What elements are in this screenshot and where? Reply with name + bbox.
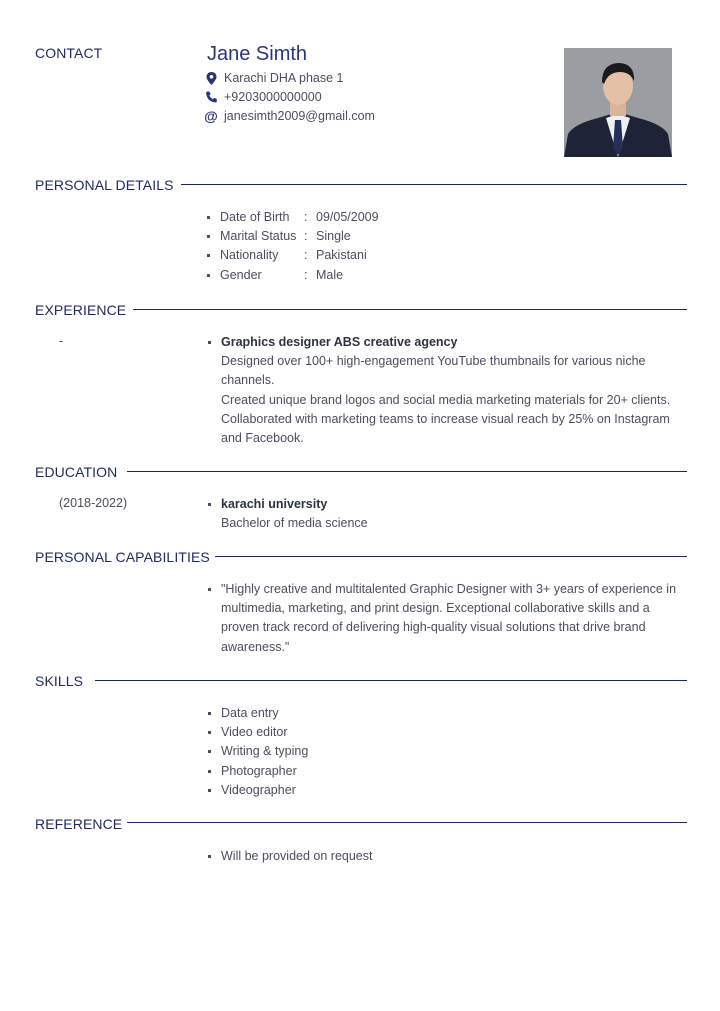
contact-email [204,109,375,123]
reference-item: Will be provided on request [207,847,372,866]
skill-item: Videographer [207,781,308,800]
experience-heading: EXPERIENCE [35,302,127,318]
skills-list [207,704,308,800]
contact-phone [204,90,322,104]
contact-heading: CONTACT [35,45,103,61]
experience-item [207,333,687,448]
detail-date-of-birth: Date of Birth : 09/05/2009 [206,208,379,227]
section-divider [215,556,687,557]
capabilities-heading: PERSONAL CAPABILITIES [35,549,210,565]
skill-item: Video editor [207,723,308,742]
experience-period: - [59,334,64,348]
capabilities-item: "Highly creative and multitalented Graphic Designer with 3+ years of experience in multimedia, marketing, and print design. Exceptional collaborative skills and a proven track record of delivering high-quality visual solutions that drive brand awareness." [207,580,685,657]
location-pin-icon [204,71,218,85]
detail-gender: Gender : Male [206,266,379,285]
skill-item: Writing & typing [207,742,308,761]
skill-item: Data entry [207,704,308,723]
education-item [207,495,687,533]
institution-name: karachi university [221,497,328,511]
section-divider [127,822,687,823]
detail-marital-status: Marital Status : Single [206,227,379,246]
skill-item: Photographer [207,762,308,781]
section-divider [181,184,687,185]
candidate-name: Jane Simth [207,43,308,65]
capabilities-list [207,580,685,657]
job-description-line: Created unique brand logos and social media marketing materials for 20+ clients. [221,392,671,407]
section-divider [133,309,687,310]
email-text[interactable]: janesimth2009@gmail.com [224,109,375,123]
phone-text: +9203000000000 [224,90,322,104]
education-heading: EDUCATION [35,464,118,480]
profile-photo [564,48,672,157]
personal-details-list [206,208,379,285]
reference-heading: REFERENCE [35,816,123,832]
phone-icon [204,90,218,104]
education-period: (2018-2022) [59,496,128,510]
reference-list [207,847,372,866]
job-description-line: Designed over 100+ high-engagement YouTube thumbnails for various niche channels. [221,354,646,388]
job-title: Graphics designer ABS creative agency [221,335,458,349]
job-description-line: Collaborated with marketing teams to increase visual reach by 25% on Instagram and Facebook. [221,411,670,446]
detail-nationality: Nationality : Pakistani [206,246,379,265]
skills-heading: SKILLS [35,673,84,689]
at-sign-icon: @ [204,108,218,124]
contact-address [204,71,344,85]
section-divider [127,471,687,472]
section-divider [95,680,687,681]
experience-list [207,333,687,448]
education-list [207,495,687,533]
personal-details-heading: PERSONAL DETAILS [35,177,174,193]
degree-name: Bachelor of media science [221,516,368,531]
address-text: Karachi DHA phase 1 [224,71,344,85]
